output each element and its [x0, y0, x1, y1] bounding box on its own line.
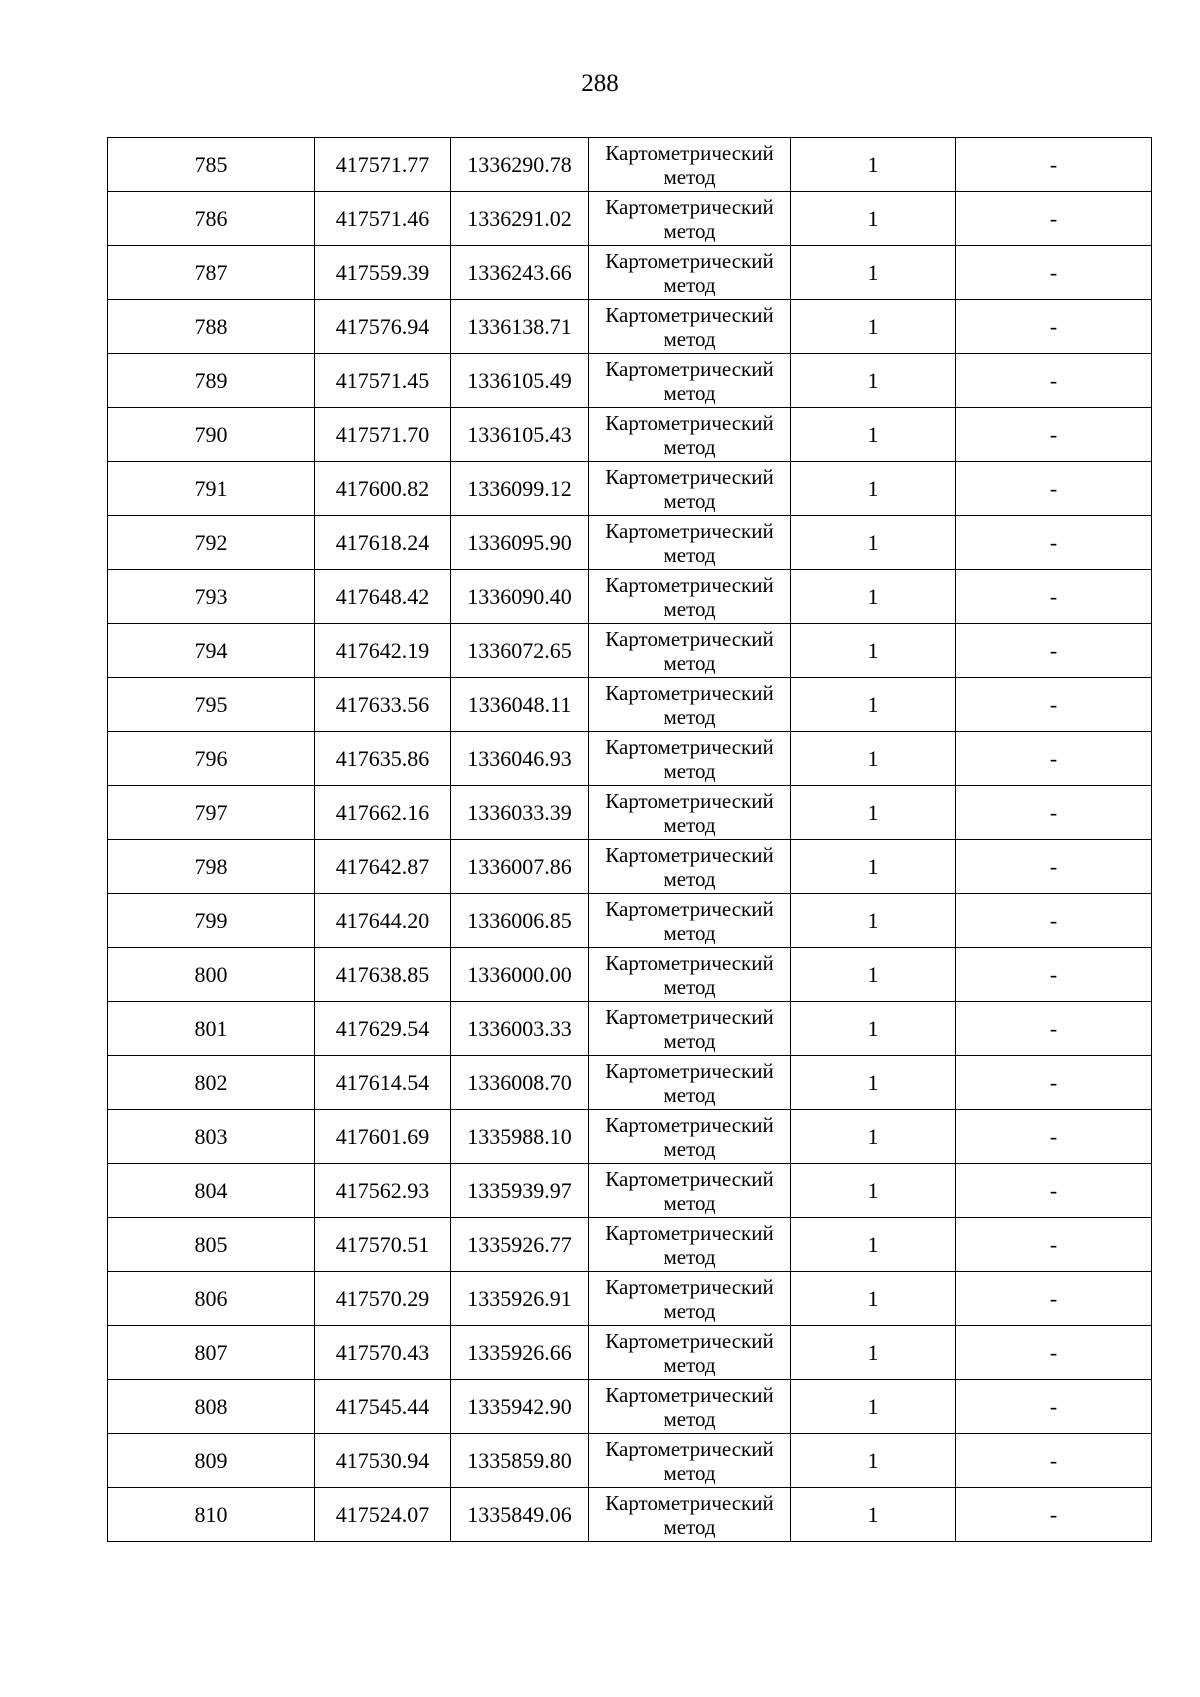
- accuracy-cell: 1: [791, 948, 956, 1002]
- method-cell: Картометрический метод: [589, 516, 791, 570]
- x-coordinate-cell: 417571.70: [315, 408, 451, 462]
- x-coordinate-cell: 417562.93: [315, 1164, 451, 1218]
- table-row: [108, 1218, 1152, 1272]
- point-number-cell: 810: [108, 1488, 315, 1542]
- accuracy-cell: 1: [791, 1272, 956, 1326]
- point-number-cell: 802: [108, 1056, 315, 1110]
- note-cell: -: [956, 1380, 1152, 1434]
- method-cell: Картометрический метод: [589, 300, 791, 354]
- method-cell: Картометрический метод: [589, 246, 791, 300]
- method-cell: Картометрический метод: [589, 786, 791, 840]
- note-cell: -: [956, 1488, 1152, 1542]
- point-number-cell: 804: [108, 1164, 315, 1218]
- table-row: [108, 408, 1152, 462]
- note-cell: -: [956, 1110, 1152, 1164]
- y-coordinate-cell: 1335926.66: [451, 1326, 589, 1380]
- note-cell: -: [956, 246, 1152, 300]
- y-coordinate-cell: 1335849.06: [451, 1488, 589, 1542]
- method-cell: Картометрический метод: [589, 1488, 791, 1542]
- method-cell: Картометрический метод: [589, 462, 791, 516]
- table-row: [108, 1164, 1152, 1218]
- method-cell: Картометрический метод: [589, 678, 791, 732]
- table-row: [108, 732, 1152, 786]
- y-coordinate-cell: 1336243.66: [451, 246, 589, 300]
- x-coordinate-cell: 417642.19: [315, 624, 451, 678]
- note-cell: -: [956, 300, 1152, 354]
- point-number-cell: 797: [108, 786, 315, 840]
- y-coordinate-cell: 1336105.49: [451, 354, 589, 408]
- accuracy-cell: 1: [791, 570, 956, 624]
- note-cell: -: [956, 1272, 1152, 1326]
- table-row: [108, 192, 1152, 246]
- point-number-cell: 806: [108, 1272, 315, 1326]
- y-coordinate-cell: 1336138.71: [451, 300, 589, 354]
- table-row: [108, 678, 1152, 732]
- y-coordinate-cell: 1335859.80: [451, 1434, 589, 1488]
- point-number-cell: 799: [108, 894, 315, 948]
- table-row: [108, 624, 1152, 678]
- accuracy-cell: 1: [791, 1434, 956, 1488]
- method-cell: Картометрический метод: [589, 192, 791, 246]
- point-number-cell: 789: [108, 354, 315, 408]
- y-coordinate-cell: 1336046.93: [451, 732, 589, 786]
- note-cell: -: [956, 1326, 1152, 1380]
- note-cell: -: [956, 624, 1152, 678]
- method-cell: Картометрический метод: [589, 948, 791, 1002]
- note-cell: -: [956, 948, 1152, 1002]
- y-coordinate-cell: 1336095.90: [451, 516, 589, 570]
- table-row: [108, 1056, 1152, 1110]
- point-number-cell: 798: [108, 840, 315, 894]
- method-cell: Картометрический метод: [589, 1110, 791, 1164]
- accuracy-cell: 1: [791, 408, 956, 462]
- accuracy-cell: 1: [791, 1056, 956, 1110]
- point-number-cell: 796: [108, 732, 315, 786]
- x-coordinate-cell: 417635.86: [315, 732, 451, 786]
- point-number-cell: 807: [108, 1326, 315, 1380]
- accuracy-cell: 1: [791, 1218, 956, 1272]
- x-coordinate-cell: 417570.51: [315, 1218, 451, 1272]
- accuracy-cell: 1: [791, 138, 956, 192]
- method-cell: Картометрический метод: [589, 624, 791, 678]
- table-row: [108, 354, 1152, 408]
- y-coordinate-cell: 1336003.33: [451, 1002, 589, 1056]
- x-coordinate-cell: 417530.94: [315, 1434, 451, 1488]
- method-cell: Картометрический метод: [589, 732, 791, 786]
- table-row: [108, 948, 1152, 1002]
- point-number-cell: 785: [108, 138, 315, 192]
- y-coordinate-cell: 1336290.78: [451, 138, 589, 192]
- accuracy-cell: 1: [791, 1164, 956, 1218]
- method-cell: Картометрический метод: [589, 138, 791, 192]
- table-row: [108, 1272, 1152, 1326]
- accuracy-cell: 1: [791, 462, 956, 516]
- note-cell: -: [956, 1164, 1152, 1218]
- accuracy-cell: 1: [791, 1002, 956, 1056]
- point-number-cell: 792: [108, 516, 315, 570]
- page-number: 288: [581, 70, 619, 97]
- x-coordinate-cell: 417576.94: [315, 300, 451, 354]
- y-coordinate-cell: 1335942.90: [451, 1380, 589, 1434]
- x-coordinate-cell: 417545.44: [315, 1380, 451, 1434]
- table-row: [108, 786, 1152, 840]
- table-row: [108, 138, 1152, 192]
- x-coordinate-cell: 417644.20: [315, 894, 451, 948]
- x-coordinate-cell: 417571.77: [315, 138, 451, 192]
- accuracy-cell: 1: [791, 786, 956, 840]
- point-number-cell: 791: [108, 462, 315, 516]
- table-row: [108, 840, 1152, 894]
- accuracy-cell: 1: [791, 1326, 956, 1380]
- accuracy-cell: 1: [791, 732, 956, 786]
- x-coordinate-cell: 417648.42: [315, 570, 451, 624]
- point-number-cell: 790: [108, 408, 315, 462]
- y-coordinate-cell: 1336033.39: [451, 786, 589, 840]
- table-row: [108, 1110, 1152, 1164]
- accuracy-cell: 1: [791, 516, 956, 570]
- y-coordinate-cell: 1336000.00: [451, 948, 589, 1002]
- note-cell: -: [956, 354, 1152, 408]
- y-coordinate-cell: 1335988.10: [451, 1110, 589, 1164]
- accuracy-cell: 1: [791, 354, 956, 408]
- y-coordinate-cell: 1336291.02: [451, 192, 589, 246]
- accuracy-cell: 1: [791, 1110, 956, 1164]
- table-row: [108, 570, 1152, 624]
- table-row: [108, 1380, 1152, 1434]
- accuracy-cell: 1: [791, 678, 956, 732]
- accuracy-cell: 1: [791, 192, 956, 246]
- point-number-cell: 801: [108, 1002, 315, 1056]
- note-cell: -: [956, 1002, 1152, 1056]
- point-number-cell: 809: [108, 1434, 315, 1488]
- table-row: [108, 516, 1152, 570]
- note-cell: -: [956, 1056, 1152, 1110]
- point-number-cell: 794: [108, 624, 315, 678]
- point-number-cell: 786: [108, 192, 315, 246]
- method-cell: Картометрический метод: [589, 1056, 791, 1110]
- method-cell: Картометрический метод: [589, 1380, 791, 1434]
- y-coordinate-cell: 1336090.40: [451, 570, 589, 624]
- y-coordinate-cell: 1335926.77: [451, 1218, 589, 1272]
- x-coordinate-cell: 417633.56: [315, 678, 451, 732]
- note-cell: -: [956, 1434, 1152, 1488]
- point-number-cell: 803: [108, 1110, 315, 1164]
- method-cell: Картометрический метод: [589, 354, 791, 408]
- method-cell: Картометрический метод: [589, 1326, 791, 1380]
- point-number-cell: 800: [108, 948, 315, 1002]
- x-coordinate-cell: 417570.43: [315, 1326, 451, 1380]
- coordinates-table: [107, 137, 1152, 1542]
- x-coordinate-cell: 417629.54: [315, 1002, 451, 1056]
- accuracy-cell: 1: [791, 1380, 956, 1434]
- note-cell: -: [956, 462, 1152, 516]
- x-coordinate-cell: 417571.46: [315, 192, 451, 246]
- point-number-cell: 795: [108, 678, 315, 732]
- table-row: [108, 894, 1152, 948]
- accuracy-cell: 1: [791, 840, 956, 894]
- note-cell: -: [956, 1218, 1152, 1272]
- point-number-cell: 787: [108, 246, 315, 300]
- table-row: [108, 1002, 1152, 1056]
- note-cell: -: [956, 138, 1152, 192]
- note-cell: -: [956, 894, 1152, 948]
- x-coordinate-cell: 417642.87: [315, 840, 451, 894]
- method-cell: Картометрический метод: [589, 840, 791, 894]
- note-cell: -: [956, 516, 1152, 570]
- note-cell: -: [956, 840, 1152, 894]
- coordinates-table-body: [108, 138, 1152, 1542]
- method-cell: Картометрический метод: [589, 570, 791, 624]
- y-coordinate-cell: 1335939.97: [451, 1164, 589, 1218]
- y-coordinate-cell: 1336105.43: [451, 408, 589, 462]
- table-row: [108, 1434, 1152, 1488]
- table-row: [108, 246, 1152, 300]
- point-number-cell: 793: [108, 570, 315, 624]
- y-coordinate-cell: 1336006.85: [451, 894, 589, 948]
- method-cell: Картометрический метод: [589, 1164, 791, 1218]
- y-coordinate-cell: 1336099.12: [451, 462, 589, 516]
- method-cell: Картометрический метод: [589, 1272, 791, 1326]
- accuracy-cell: 1: [791, 624, 956, 678]
- y-coordinate-cell: 1336048.11: [451, 678, 589, 732]
- note-cell: -: [956, 786, 1152, 840]
- y-coordinate-cell: 1336008.70: [451, 1056, 589, 1110]
- x-coordinate-cell: 417601.69: [315, 1110, 451, 1164]
- point-number-cell: 808: [108, 1380, 315, 1434]
- note-cell: -: [956, 192, 1152, 246]
- table-row: [108, 462, 1152, 516]
- y-coordinate-cell: 1335926.91: [451, 1272, 589, 1326]
- x-coordinate-cell: 417614.54: [315, 1056, 451, 1110]
- y-coordinate-cell: 1336007.86: [451, 840, 589, 894]
- accuracy-cell: 1: [791, 894, 956, 948]
- point-number-cell: 805: [108, 1218, 315, 1272]
- table-row: [108, 1488, 1152, 1542]
- point-number-cell: 788: [108, 300, 315, 354]
- accuracy-cell: 1: [791, 1488, 956, 1542]
- note-cell: -: [956, 570, 1152, 624]
- x-coordinate-cell: 417618.24: [315, 516, 451, 570]
- method-cell: Картометрический метод: [589, 1218, 791, 1272]
- table-row: [108, 300, 1152, 354]
- method-cell: Картометрический метод: [589, 1002, 791, 1056]
- note-cell: -: [956, 408, 1152, 462]
- note-cell: -: [956, 732, 1152, 786]
- x-coordinate-cell: 417559.39: [315, 246, 451, 300]
- x-coordinate-cell: 417570.29: [315, 1272, 451, 1326]
- x-coordinate-cell: 417638.85: [315, 948, 451, 1002]
- accuracy-cell: 1: [791, 246, 956, 300]
- x-coordinate-cell: 417524.07: [315, 1488, 451, 1542]
- method-cell: Картометрический метод: [589, 1434, 791, 1488]
- table-row: [108, 1326, 1152, 1380]
- method-cell: Картометрический метод: [589, 894, 791, 948]
- y-coordinate-cell: 1336072.65: [451, 624, 589, 678]
- x-coordinate-cell: 417600.82: [315, 462, 451, 516]
- accuracy-cell: 1: [791, 300, 956, 354]
- x-coordinate-cell: 417571.45: [315, 354, 451, 408]
- note-cell: -: [956, 678, 1152, 732]
- method-cell: Картометрический метод: [589, 408, 791, 462]
- x-coordinate-cell: 417662.16: [315, 786, 451, 840]
